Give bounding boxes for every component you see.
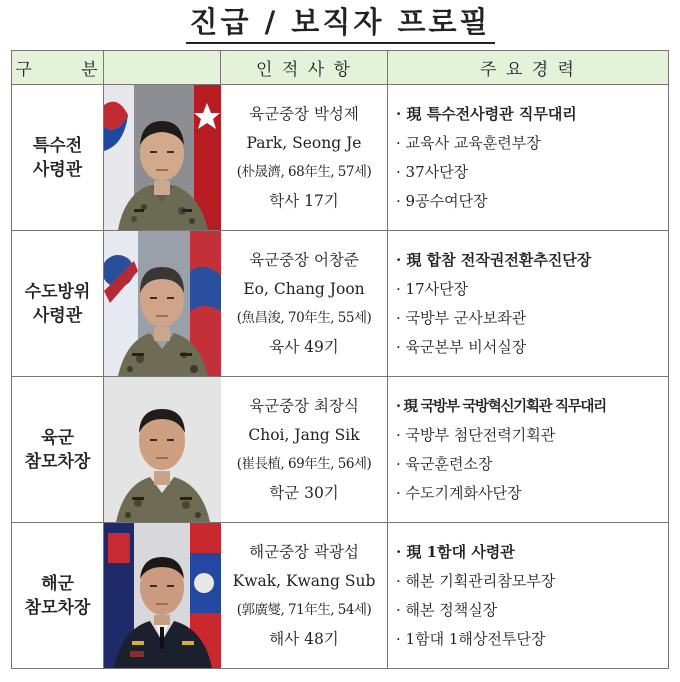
career-item: · 1함대 1해상전투단장: [396, 629, 546, 648]
header-photo-spacer: [104, 51, 221, 85]
page-title: 진급 / 보직자 프로필: [186, 4, 495, 44]
profile-row: [12, 377, 669, 523]
career-item: · 해본 정책실장: [396, 600, 498, 619]
school-class: 학군 30기: [269, 483, 339, 502]
portrait-photo: [104, 377, 221, 522]
profile-row: [12, 231, 669, 377]
school-class: 해사 48기: [269, 629, 339, 648]
photo-cell: [104, 231, 221, 377]
career-item: · 現 특수전사령관 직무대리: [396, 104, 577, 123]
personal-info-cell: [221, 85, 388, 231]
profile-row: [12, 523, 669, 669]
career-item: · 수도기계화사단장: [396, 483, 522, 502]
career-cell: [388, 523, 669, 669]
category-line1: 해군: [41, 573, 74, 594]
career-item: · 現 합참 전작권전환추진단장: [396, 250, 592, 269]
category-line2: 참모차장: [24, 597, 91, 618]
career-item: · 국방부 첨단전력기획관: [396, 425, 556, 444]
category-line1: 육군: [41, 427, 74, 448]
title-wrap: [0, 4, 680, 44]
portrait-photo: [104, 85, 221, 230]
category-line1: 특수전: [32, 135, 83, 156]
header-career: 주 요 경 력: [388, 51, 669, 85]
header-personal: 인 적 사 항: [221, 51, 388, 85]
career-item: · 現 1함대 사령관: [396, 542, 515, 561]
hanja-birth: (崔長植, 69年生, 56세): [236, 455, 372, 472]
category-cell: [12, 523, 104, 669]
category-cell: [12, 85, 104, 231]
rank-name: 육군중장 어창준: [249, 250, 359, 269]
rank-name: 육군중장 박성제: [249, 104, 359, 123]
hanja-birth: (朴晟濟, 68年生, 57세): [236, 163, 372, 180]
school-class: 육사 49기: [269, 337, 339, 356]
career-cell: [388, 231, 669, 377]
header-category: 구 분: [12, 51, 104, 85]
career-item: · 해본 기획관리참모부장: [396, 571, 556, 590]
photo-cell: [104, 85, 221, 231]
photo-cell: [104, 523, 221, 669]
career-cell: [388, 85, 669, 231]
category-line2: 사령관: [32, 159, 83, 180]
career-cell: [388, 377, 669, 523]
roman-name: Eo, Chang Joon: [243, 279, 365, 298]
portrait-photo: [104, 231, 221, 376]
career-item: · 現 국방부 국방혁신기획관 직무대리: [396, 397, 606, 415]
profile-row: [12, 85, 669, 231]
personal-info-cell: [221, 377, 388, 523]
photo-cell: [104, 377, 221, 523]
school-class: 학사 17기: [269, 191, 339, 210]
hanja-birth: (郭廣燮, 71年生, 54세): [236, 601, 372, 618]
career-item: · 37사단장: [396, 162, 469, 181]
roman-name: Park, Seong Je: [246, 133, 362, 152]
career-item: · 9공수여단장: [396, 191, 488, 210]
roman-name: Kwak, Kwang Sub: [232, 571, 376, 590]
roman-name: Choi, Jang Sik: [248, 425, 360, 444]
portrait-photo: [104, 523, 221, 668]
rank-name: 해군중장 곽광섭: [249, 542, 359, 561]
career-item: · 17사단장: [396, 279, 469, 298]
career-item: · 국방부 군사보좌관: [396, 308, 527, 327]
career-item: · 육군훈련소장: [396, 454, 493, 473]
category-cell: [12, 231, 104, 377]
personal-info-cell: [221, 231, 388, 377]
personal-info-cell: [221, 523, 388, 669]
rank-name: 육군중장 최장식: [249, 396, 359, 415]
profile-table: [11, 50, 669, 669]
career-item: · 육군본부 비서실장: [396, 337, 527, 356]
category-line2: 참모차장: [24, 451, 91, 472]
category-line1: 수도방위: [24, 281, 91, 302]
category-cell: [12, 377, 104, 523]
career-item: · 교육사 교육훈련부장: [396, 133, 541, 152]
category-line2: 사령관: [32, 305, 83, 326]
hanja-birth: (魚昌浚, 70年生, 55세): [236, 309, 372, 326]
header-row: [12, 51, 669, 85]
